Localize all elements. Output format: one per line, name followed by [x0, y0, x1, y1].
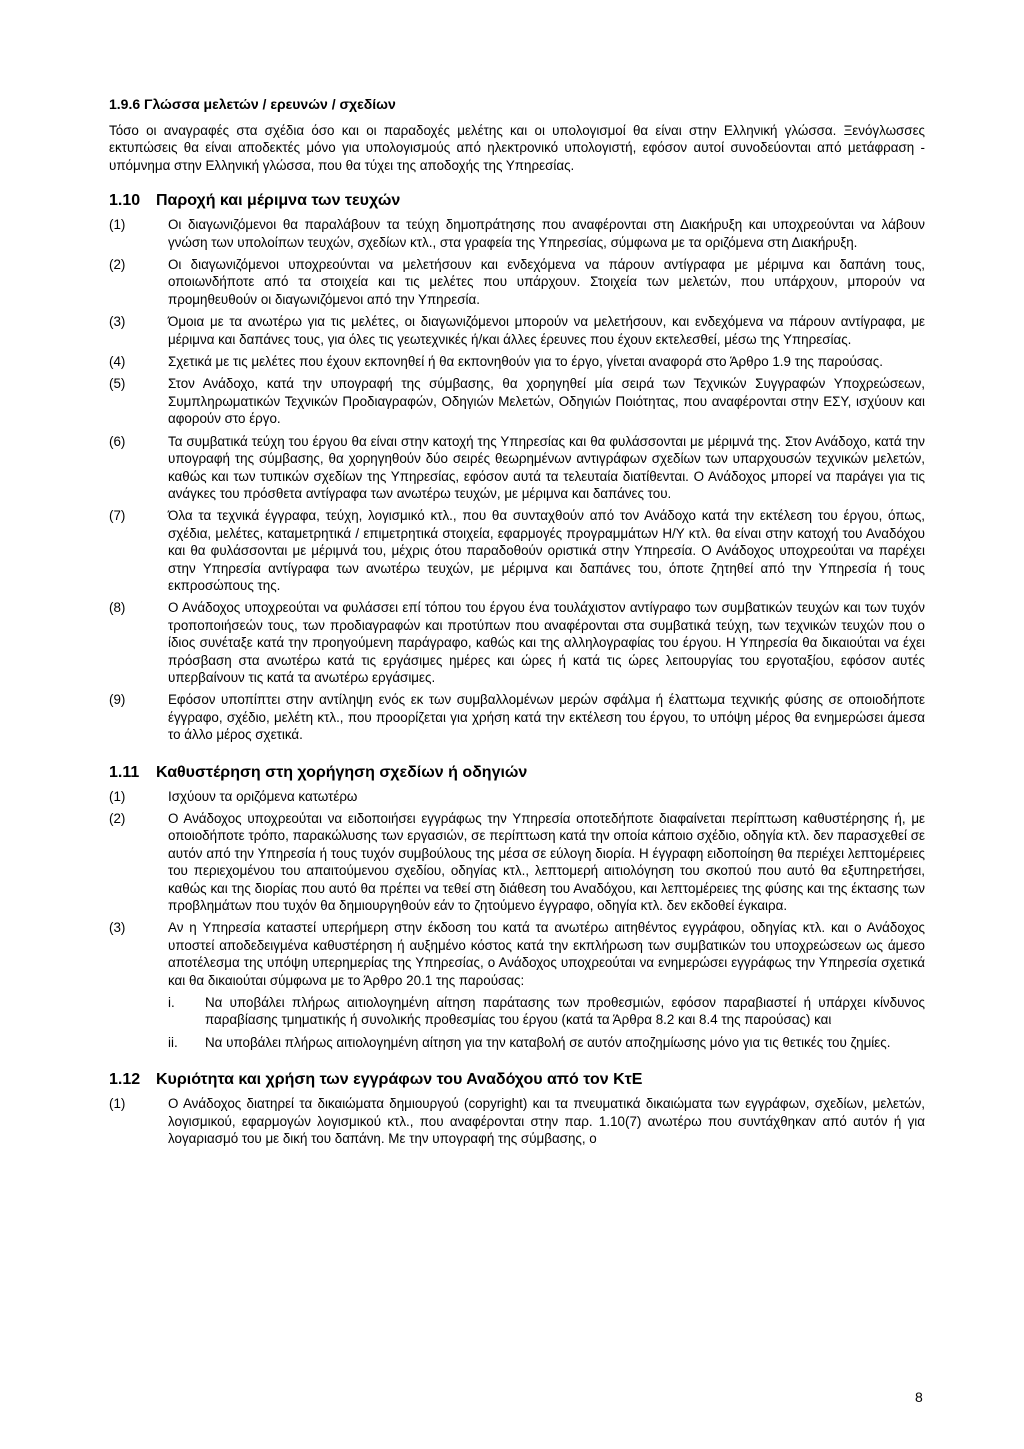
list-item [109, 433, 925, 503]
sub-item-text: Να υποβάλει πλήρως αιτιολογημένη αίτηση παράτασης των προθεσμιών, εφόσον παραβιαστεί ή υπάρχει κίνδυνος παραβίασης τμηματικής ή συνολικής προθεσμίας του έργου (κατά τα Άρθρα 8.2 και 8.4 της παρούσας) και [205, 995, 925, 1028]
section-number: 1.11 [109, 763, 140, 781]
section-heading-1-11 [109, 763, 925, 783]
section-title: Κυριότητα και χρήση των εγγράφων του Αναδόχου από τον ΚτΕ [156, 1071, 643, 1089]
list-item [109, 788, 925, 805]
item-text: Ισχύουν τα οριζόμενα κατωτέρω [168, 788, 358, 804]
item-text: Ο Ανάδοχος υποχρεούται να ειδοποιήσει εγγράφως την Υπηρεσία οποτεδήποτε διαφαίνεται περίπτωση καθυστέρησης ή, με οποιοδήποτε τρόπο, παρακώλυσης των εργασιών, σε περίπτωση κατά την οποία κάποιο σχέδιο, οδηγία κτλ. δεν παρασχεθεί σε αυτόν από την Υπηρεσία ή τους τυχόν συμβούλους της μέσα σε εύλογη διορία. Η έγγραφη ειδοποίηση θα περιέχει λεπτομέρειες του περιεχομένου του απαιτούμενου σχεδίου, οδηγίας κτλ., λεπτομερή αιτιολόγηση του σκοπού που αυτό θα εξυπηρετήσει, καθώς και της διορίας που αυτό θα πρέπει να τεθεί στη διάθεση του Αναδόχου, και λεπτομέρειες της φύσης και της έκτασης των προβλημάτων που τυχόν θα δημιουργηθούν εάν το ζητούμενο έγγραφο, οδηγία κτλ. δεν εκδοθεί έγκαιρα. [168, 811, 925, 914]
section-1-12-items [109, 1095, 925, 1147]
sub-list-item [168, 994, 925, 1029]
item-text: Όμοια με τα ανωτέρω για τις μελέτες, οι διαγωνιζόμενοι μπορούν να μελετήσουν, και ενδεχόμενα να πάρουν αντίγραφα, με μέριμνα και δαπάνες τους, για όλες τις γεωτεχνικές ή/και άλλες έρευνες που έχουν εκτελεσθεί, μέσω της Υπηρεσίας. [168, 314, 925, 347]
section-heading-1-12 [109, 1070, 925, 1090]
item-text: Ο Ανάδοχος υποχρεούται να φυλάσσει επί τόπου του έργου ένα τουλάχιστον αντίγραφο των συμβατικών τευχών και των τυχόν τροποποιήσεών τους, των προδιαγραφών και προτύπων που αναφέρονται στα συμβατικά τεύχη, των τεχνικών τευχών που ο ίδιος συνέταξε κατά την προηγούμενη παράγραφο, καθώς και της αλληλογραφίας του έργου. Η Υπηρεσία θα δικαιούται να έχει πρόσβαση στα ανωτέρω κατά τις εργάσιμες ημέρες και ώρες ή κατά τις ώρες λειτουργίας του εργοταξίου, εφόσον αυτές υπερβαίνουν τις κατά τα ανωτέρω εργάσιμες. [168, 600, 925, 685]
item-text: Σχετικά με τις μελέτες που έχουν εκπονηθεί ή θα εκπονηθούν για το έργο, γίνεται αναφορά στο Άρθρο 1.9 της παρούσας. [168, 354, 883, 370]
item-marker: (5) [109, 376, 126, 392]
page-content [109, 96, 925, 1148]
item-text: Τα συμβατικά τεύχη του έργου θα είναι στην κατοχή της Υπηρεσίας και θα φυλάσσονται με μέριμνά της. Στον Ανάδοχο, κατά την υπογραφή της σύμβασης, θα χορηγηθούν δύο σειρές θεωρημένων αντιγράφων σχεδίων των υπαρχουσών τεχνικών μελετών, καθώς και των τυπικών σχεδίων της Υπηρεσίας, εφόσον αυτά τα τελευταία διατίθενται. Ο Ανάδοχος μπορεί να παράγει για τις ανάγκες του πρόσθετα αντίγραφα των ανωτέρω τευχών, με μέριμνα και δαπάνες του. [168, 433, 925, 501]
section-heading-1-10 [109, 191, 925, 211]
item-marker: (1) [109, 788, 126, 804]
list-item [109, 810, 925, 914]
item-marker: (4) [109, 354, 126, 370]
item-text: Ο Ανάδοχος διατηρεί τα δικαιώματα δημιουργού (copyright) και τα πνευματικά δικαιώματα των εγγράφων, σχεδίων, μελετών, λογισμικού, εφαρμογών λογισμικού κτλ., που αναφέρονται στην παρ. 1.10(7) ανωτέρω που συντάχθηκαν από αυτόν ή για λογαριασμό του με δική του δαπάνη. Με την υπογραφή της σύμβασης, ο [168, 1096, 925, 1147]
section-number: 1.12 [109, 1071, 141, 1089]
item-marker: (2) [109, 257, 126, 273]
sub-item-marker: i. [168, 995, 175, 1011]
sub-item-marker: ii. [168, 1034, 178, 1050]
section-number: 1.10 [109, 192, 141, 210]
list-item [109, 691, 925, 743]
item-text: Αν η Υπηρεσία καταστεί υπερήμερη στην έκδοση του κατά τα ανωτέρω αιτηθέντος εγγράφου, οδηγίας κτλ. και ο Ανάδοχος υποστεί αποδεδειγμένα καθυστέρηση ή αυξημένο κόστος κατά την εκπλήρωση των συμβατικών του υποχρεώσεων ως άμεσο αποτέλεσμα της υπόψη υπερημερίας της Υπηρεσίας, ο Ανάδοχος υποχρεούται να ενημερώσει εγγράφως την Υπηρεσία σχετικά και θα δικαιούται σύμφωνα με το Άρθρο 20.1 της παρούσας: [168, 920, 925, 988]
item-text: Στον Ανάδοχο, κατά την υπογραφή της σύμβασης, θα χορηγηθεί μία σειρά των Τεχνικών Συγγραφών Υποχρεώσεων, Συμπληρωματικών Τεχνικών Προδιαγραφών, Οδηγιών Μελετών, Οδηγιών Ποιότητας, που αναφέρονται στην ΕΣΥ, ισχύουν και αφορούν στο έργο. [168, 376, 925, 427]
section-title: Καθυστέρηση στη χορήγηση σχεδίων ή οδηγιών [156, 763, 528, 781]
item-marker: (8) [109, 600, 126, 616]
paragraph-language: Τόσο οι αναγραφές στα σχέδια όσο και οι παραδοχές μελέτης και οι υπολογισμοί θα είναι στην Ελληνική γλώσσα. Ξενόγλωσσες εκτυπώσεις θα είναι αποδεκτές μόνο για υπολογισμούς από ηλεκτρονικό υπολογιστή, εφόσον αυτοί συνοδεύονται από μετάφραση - υπόμνημα στην Ελληνική γλώσσα, που θα τύχει της αποδοχής της Υπηρεσίας. [109, 123, 925, 173]
subsection-title-1-9-6: 1.9.6 Γλώσσα μελετών / ερευνών / σχεδίων [109, 96, 396, 112]
list-item [109, 1095, 925, 1147]
item-marker: (6) [109, 433, 126, 449]
item-text: Οι διαγωνιζόμενοι υποχρεούνται να μελετήσουν και ενδεχόμενα να πάρουν αντίγραφα με μέριμνα και δαπάνη τους, οποιωνδήποτε από τα στοιχεία και τις μελέτες που υπάρχουν. Στοιχεία των μελετών, που υπάρχουν, μπορούν να προμηθευθούν οι διαγωνιζόμενοι από την Υπηρεσία. [168, 257, 925, 307]
list-item [109, 919, 925, 1051]
list-item [109, 507, 925, 594]
item-text: Όλα τα τεχνικά έγγραφα, τεύχη, λογισμικό κτλ., που θα συνταχθούν από τον Ανάδοχο κατά την εκτέλεση του έργου, όπως, σχέδια, μελέτες, καταμετρητικά / επιμετρητικά στοιχεία, εφαρμογές προγραμμάτων Η/Υ κτλ. θα είναι στην κατοχή του Αναδόχου και θα φυλάσσονται με μέριμνά του, μέχρις ότου παραδοθούν οριστικά στην Υπηρεσία. Ο Ανάδοχος υποχρεούται να παρέχει στην Υπηρεσία αντίγραφα των ανωτέρω τευχών, με μέριμνα και δαπάνες του, όποτε ζητηθεί από την Υπηρεσία ή τους εκπροσώπους της. [168, 508, 925, 593]
list-item [109, 313, 925, 348]
item-marker: (3) [109, 920, 126, 936]
page-number: 8 [915, 1389, 923, 1405]
item-marker: (2) [109, 811, 126, 826]
list-item [109, 256, 925, 308]
list-item [109, 216, 925, 251]
item-marker: (7) [109, 508, 126, 524]
item-marker: (9) [109, 692, 126, 708]
sub-list-item [168, 1034, 925, 1051]
section-title: Παροχή και μέριμνα των τευχών [156, 192, 401, 210]
item-marker: (1) [109, 217, 126, 233]
sub-item-text: Να υποβάλει πλήρως αιτιολογημένη αίτηση για την καταβολή σε αυτόν αποζημίωσης μόνο για τις θετικές του ζημίες. [205, 1034, 891, 1050]
item-marker: (1) [109, 1096, 126, 1112]
list-item [109, 599, 925, 686]
list-item [109, 353, 925, 370]
item-text: Εφόσον υποπίπτει στην αντίληψη ενός εκ των συμβαλλομένων μερών σφάλμα ή έλαττωμα τεχνικής φύσης σε οποιοδήποτε έγγραφο, σχέδιο, μελέτη κτλ., που προορίζεται για χρήση κατά την εκτέλεση του έργου, το υπόψη μέρος θα ενημερώσει άμεσα το άλλο μέρος σχετικά. [168, 692, 925, 743]
item-marker: (3) [109, 314, 126, 330]
section-1-11-items [109, 788, 925, 1052]
item-text: Οι διαγωνιζόμενοι θα παραλάβουν τα τεύχη δημοπράτησης που αναφέρονται στη Διακήρυξη και υποχρεούνται να λάβουν γνώση των υπολοίπων τευχών, σχεδίων κτλ., στα γραφεία της Υπηρεσίας, σύμφωνα με τα οριζόμενα στη Διακήρυξη. [168, 217, 925, 250]
section-1-10-items [109, 216, 925, 743]
list-item [109, 375, 925, 427]
